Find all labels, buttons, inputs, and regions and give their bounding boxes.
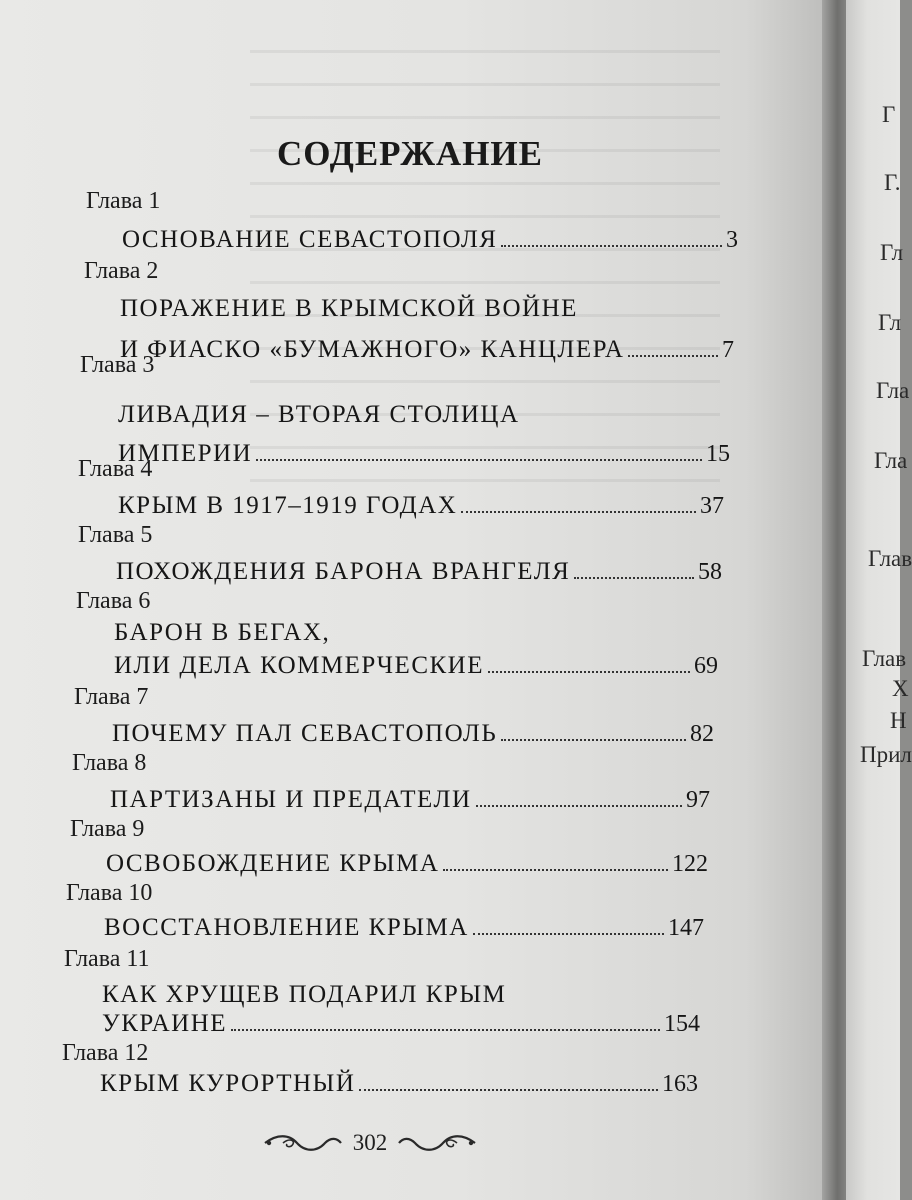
leader-dots xyxy=(488,670,690,673)
page-ref: 122 xyxy=(672,851,708,877)
chapter-title-line: ЛИВАДИЯ – ВТОРАЯ СТОЛИЦА xyxy=(118,401,520,428)
page-ref: 58 xyxy=(698,559,722,585)
chapter-title: ПАРТИЗАНЫ И ПРЕДАТЕЛИ xyxy=(110,786,472,813)
toc-entry xyxy=(118,440,730,468)
page-ref: 163 xyxy=(662,1071,698,1097)
chapter-label: Глава 11 xyxy=(64,946,150,972)
chapter-title: КРЫМ КУРОРТНЫЙ xyxy=(100,1070,356,1097)
right-ornament-icon xyxy=(397,1132,477,1154)
leader-dots xyxy=(231,1028,660,1031)
chapter-label: Глава 8 xyxy=(72,750,147,776)
right-page-fragment: Гла xyxy=(876,378,910,403)
right-page-fragment: Глав xyxy=(868,546,912,571)
page-ref: 7 xyxy=(722,337,734,363)
leader-dots xyxy=(359,1088,658,1091)
leader-dots xyxy=(628,354,718,357)
chapter-label: Глава 9 xyxy=(70,816,145,842)
chapter-label: Глава 5 xyxy=(78,522,153,548)
chapter-label: Глава 6 xyxy=(76,588,151,614)
chapter-title-line: БАРОН В БЕГАХ, xyxy=(114,619,331,646)
page-title: СОДЕРЖАНИЕ xyxy=(276,134,543,173)
toc-entry xyxy=(118,492,724,520)
toc-entry xyxy=(104,914,704,942)
chapter-label: Глава 3 xyxy=(80,352,155,378)
page-ref: 147 xyxy=(668,915,704,941)
right-page-fragment: Х xyxy=(892,676,909,701)
chapter-label: Глава 2 xyxy=(84,258,159,284)
chapter-label: Глава 4 xyxy=(78,456,153,482)
right-page-fragment: Н xyxy=(890,708,907,733)
chapter-title: И ФИАСКО «БУМАЖНОГО» КАНЦЛЕРА xyxy=(120,336,625,363)
right-page xyxy=(846,0,912,1200)
chapter-title: ИЛИ ДЕЛА КОММЕРЧЕСКИЕ xyxy=(114,652,485,679)
chapter-title: ОСНОВАНИЕ СЕВАСТОПОЛЯ xyxy=(122,226,498,253)
toc-entry xyxy=(112,720,714,748)
toc-entry xyxy=(120,336,734,364)
page-ref: 69 xyxy=(694,653,718,679)
leader-dots xyxy=(574,576,694,579)
leader-dots xyxy=(256,458,702,461)
chapter-label: Глава 1 xyxy=(86,188,161,214)
page-number: 302 xyxy=(352,1130,388,1155)
leader-dots xyxy=(501,738,686,741)
leader-dots xyxy=(461,510,696,513)
chapter-title: УКРАИНЕ xyxy=(102,1010,228,1037)
page-ref: 97 xyxy=(686,787,710,813)
chapter-title: ОСВОБОЖДЕНИЕ КРЫМА xyxy=(106,850,440,877)
page-ref: 15 xyxy=(706,441,730,467)
page-ref: 82 xyxy=(690,721,714,747)
chapter-label: Глава 7 xyxy=(74,684,149,710)
page-footer xyxy=(260,1128,480,1158)
toc-entry xyxy=(116,558,722,586)
toc-entry xyxy=(110,786,710,814)
toc-entry xyxy=(100,1070,698,1098)
right-page-fragment: Гл xyxy=(878,310,902,335)
chapter-title: ПОХОЖДЕНИЯ БАРОНА ВРАНГЕЛЯ xyxy=(116,558,571,585)
right-page-fragment: Г xyxy=(882,102,896,127)
right-page-fragment: Гла xyxy=(874,448,908,473)
chapter-title-line: КАК ХРУЩЕВ ПОДАРИЛ КРЫМ xyxy=(102,981,507,1008)
chapter-title: ВОССТАНОВЛЕНИЕ КРЫМА xyxy=(104,914,469,941)
leader-dots xyxy=(501,244,722,247)
chapter-label: Глава 12 xyxy=(62,1040,149,1066)
leader-dots xyxy=(476,804,683,807)
chapter-title: ИМПЕРИИ xyxy=(118,440,253,467)
right-page-fragment: Прил xyxy=(860,742,912,767)
leader-dots xyxy=(473,932,664,935)
toc-entry xyxy=(102,1010,700,1038)
leader-dots xyxy=(443,868,668,871)
right-page-fragment: Г. xyxy=(884,170,901,195)
right-page-fragment: Глав xyxy=(862,646,907,671)
page-ref: 3 xyxy=(726,227,738,253)
chapter-label: Глава 10 xyxy=(66,880,153,906)
toc-entry xyxy=(122,226,738,254)
chapter-title: ПОЧЕМУ ПАЛ СЕВАСТОПОЛЬ xyxy=(112,720,498,747)
chapter-title-line: ПОРАЖЕНИЕ В КРЫМСКОЙ ВОЙНЕ xyxy=(120,295,578,322)
left-ornament-icon xyxy=(263,1132,343,1154)
chapter-title: КРЫМ В 1917–1919 ГОДАХ xyxy=(118,492,458,519)
page-ref: 154 xyxy=(664,1011,700,1037)
toc-entry xyxy=(106,850,708,878)
page-ref: 37 xyxy=(700,493,724,519)
toc-entry xyxy=(114,652,718,680)
right-page-fragment: Гл xyxy=(880,240,904,265)
